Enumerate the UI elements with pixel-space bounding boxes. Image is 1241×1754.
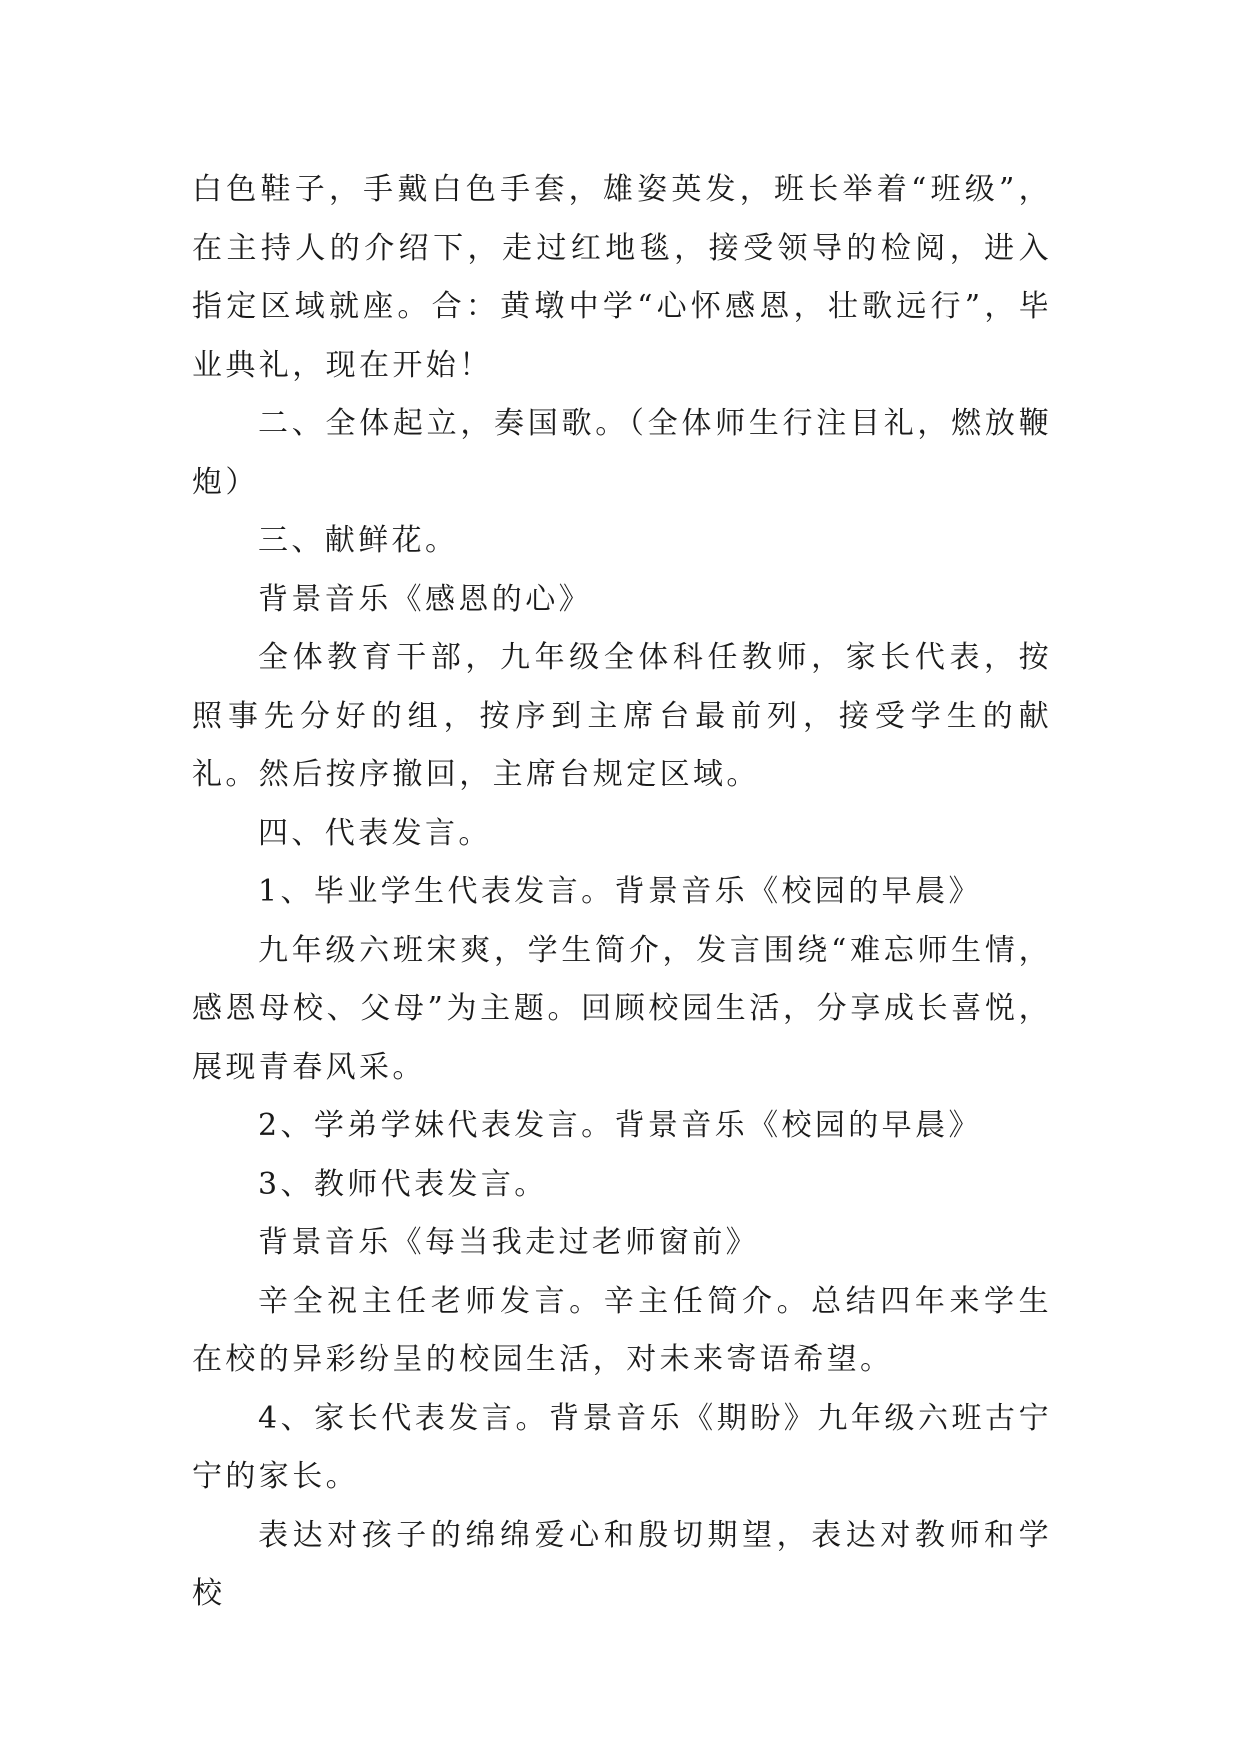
- paragraph-director-speech: 辛全祝主任老师发言。辛主任简介。总结四年来学生在校的异彩纷呈的校园生活，对未来寄语希望。: [192, 1283, 1052, 1377]
- paragraph-student-detail: 九年级六班宋爽，学生简介，发言围绕“难忘师生情，感恩母校、父母”为主题。回顾校园生活，分享成长喜悦，展现青春风采。: [192, 932, 1052, 1085]
- paragraph-music-teacher: 背景音乐《每当我走过老师窗前》: [258, 1225, 759, 1260]
- paragraph-speeches-heading: 四、代表发言。: [258, 815, 492, 851]
- document-body: [192, 161, 1052, 1624]
- paragraph-parent-speech: 4、家长代表发言。背景音乐《期盼》九年级六班古宁宁的家长。: [192, 1400, 1052, 1494]
- paragraph-teacher-speech: 3、教师代表发言。: [258, 1166, 548, 1202]
- paragraph-music-gratitude: 背景音乐《感恩的心》: [258, 581, 592, 617]
- paragraph-parent-detail: 表达对孩子的绵绵爱心和殷切期望，表达对教师和学校: [192, 1517, 1052, 1611]
- paragraph-junior-speech: 2、学弟学妹代表发言。背景音乐《校园的早晨》: [258, 1108, 982, 1143]
- paragraph-opening: 白色鞋子，手戴白色手套，雄姿英发，班长举着“班级”，在主持人的介绍下，走过红地毯，接受领导的检阅，进入指定区域就座。合：黄墩中学“心怀感恩，壮歌远行”，毕业典礼，现在开始！: [192, 172, 1052, 383]
- paragraph-anthem: 二、全体起立，奏国歌。（全体师生行注目礼，燃放鞭炮）: [192, 406, 1052, 500]
- paragraph-teachers-parents: 全体教育干部，九年级全体科任教师，家长代表，按照事先分好的组，按序到主席台最前列，接受学生的献礼。然后按序撤回，主席台规定区域。: [192, 640, 1052, 792]
- paragraph-student-speech: 1、毕业学生代表发言。背景音乐《校园的早晨》: [258, 874, 982, 909]
- paragraph-flowers: 三、献鲜花。: [258, 523, 459, 558]
